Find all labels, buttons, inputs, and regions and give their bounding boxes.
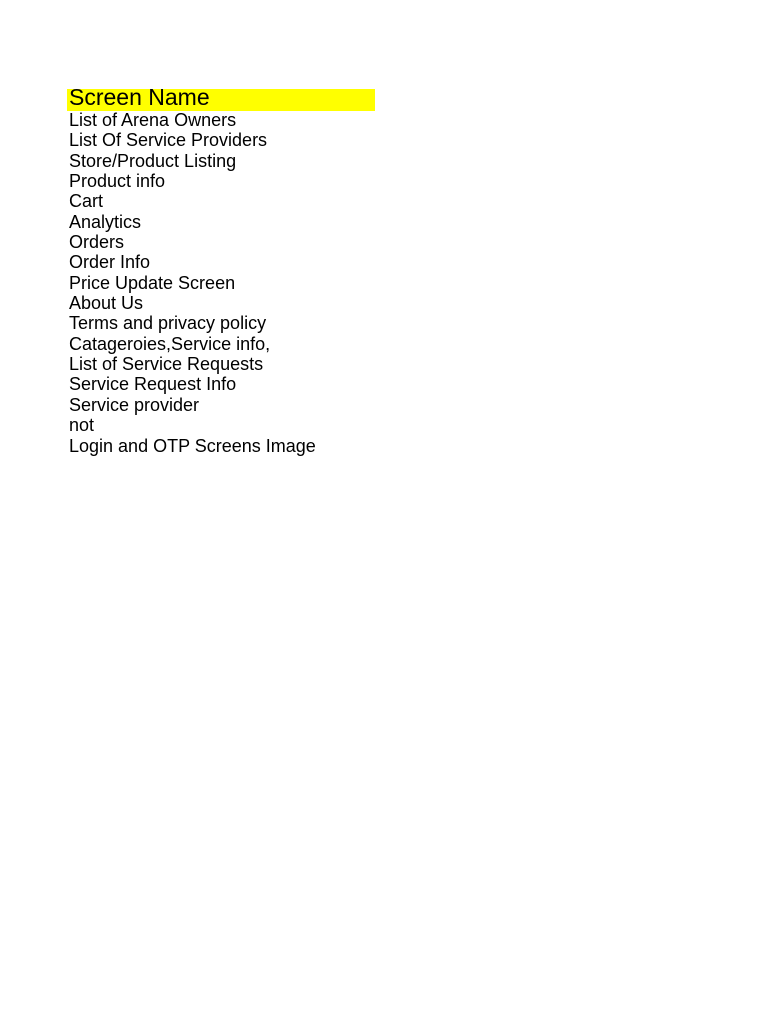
column-header: Screen Name (69, 84, 210, 110)
list-item: About Us (69, 293, 144, 314)
list-item: Orders (69, 232, 125, 253)
list-item: Analytics (69, 211, 142, 232)
list-item: Cart (69, 191, 104, 212)
list-item: Terms and privacy policy (69, 313, 267, 334)
list-item: Price Update Screen (69, 272, 236, 293)
list-item: Login and OTP Screens Image (69, 435, 316, 456)
list-item: Store/Product Listing (69, 150, 237, 171)
list-item: Product info (69, 171, 166, 192)
list-item: List of Service Requests (69, 354, 264, 375)
list-item: not (69, 415, 95, 436)
list-item: Catageroies,Service info, (69, 333, 271, 354)
list-item: List of Arena Owners (69, 110, 237, 130)
list-item: Order Info (69, 252, 151, 273)
screen-list (69, 110, 316, 456)
list-item: Service Request Info (69, 374, 237, 395)
list-item: Service provider (69, 394, 200, 415)
list-item: List Of Service Providers (69, 130, 268, 151)
